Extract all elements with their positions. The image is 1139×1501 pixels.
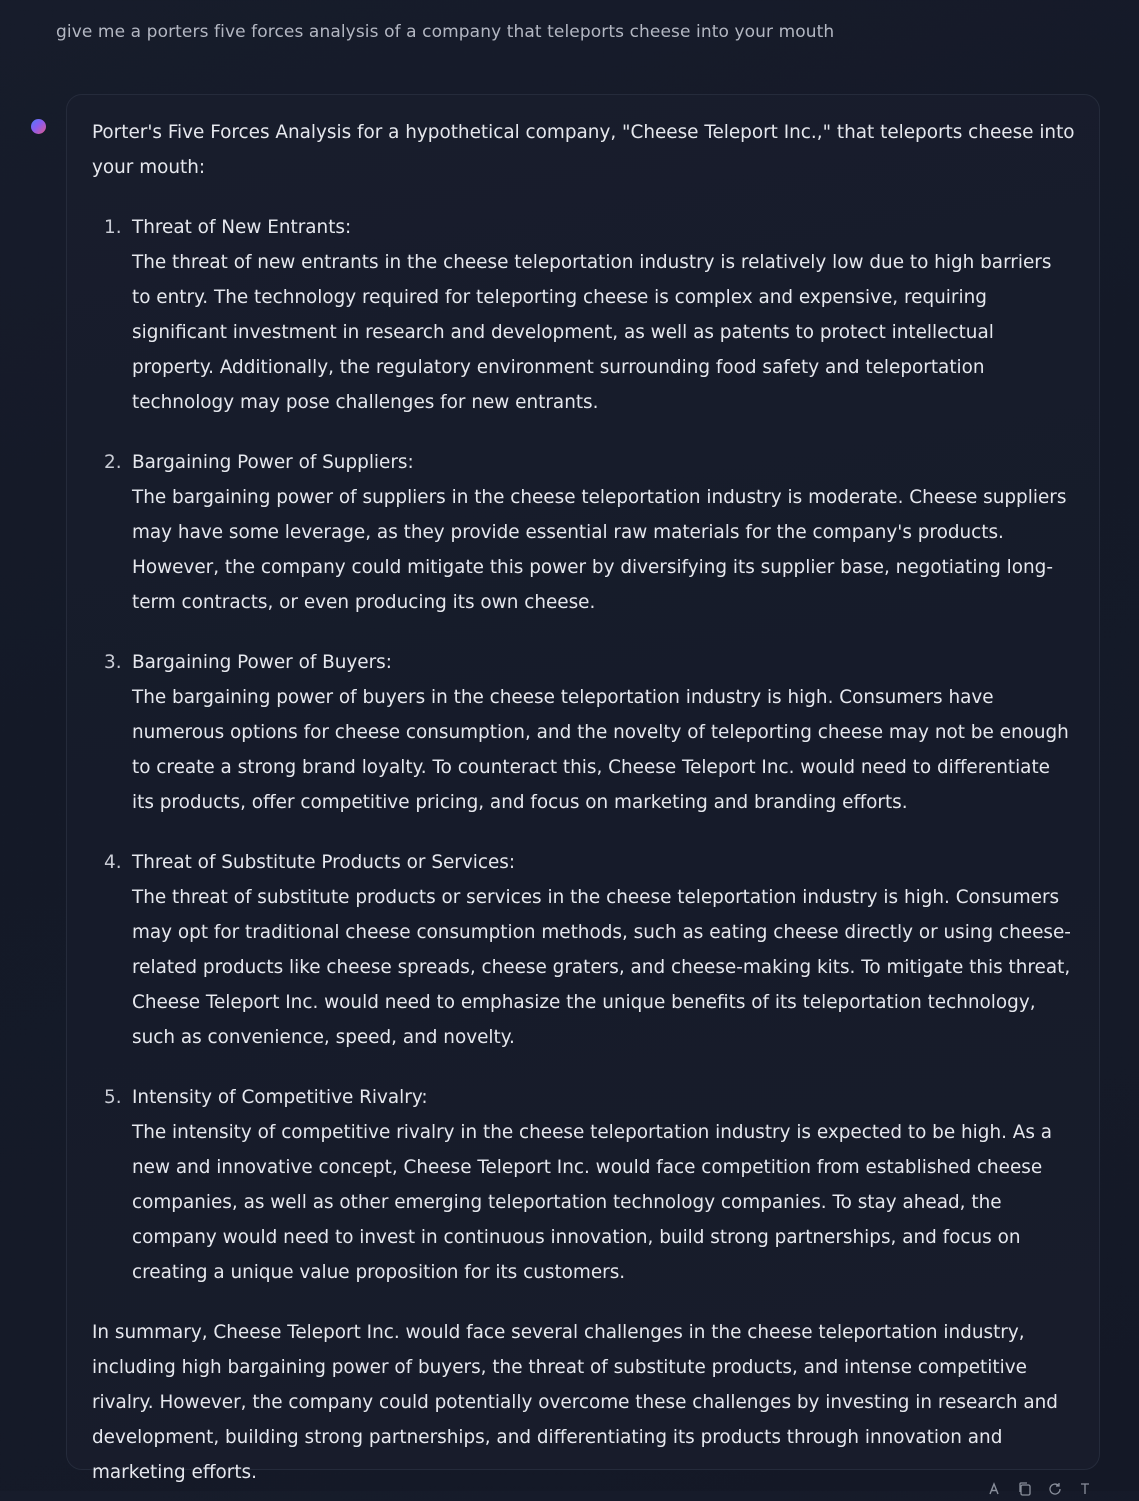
force-body: The bargaining power of buyers in the cheese teleportation industry is high. Consumers have numerous options for cheese consumption, and the novelty of teleporting cheese may not be enough to create a strong brand loyalty. To counteract this, Cheese Teleport Inc. would need to differentiate its products, offer competitive pricing, and focus on marketing and branding efforts. (132, 687, 1069, 813)
force-item (92, 210, 1075, 420)
text-size-icon[interactable] (987, 1481, 1003, 1497)
force-body: The threat of new entrants in the cheese teleportation industry is relatively low due to high barriers to entry. The technology required for teleporting cheese is complex and expensive, requiring significant investment in research and development, as well as patents to protect intellectual property. Additionally, the regulatory environment surrounding food safety and teleportation technology may pose challenges for new entrants. (132, 252, 1052, 413)
force-body: The intensity of competitive rivalry in the cheese teleportation industry is expected to be high. As a new and innovative concept, Cheese Teleport Inc. would face competition from established cheese companies, as well as other emerging teleportation technology companies. To stay ahead, the company would need to invest in continuous innovation, build strong partnerships, and focus on creating a unique value proposition for its customers. (132, 1122, 1053, 1283)
regenerate-icon[interactable] (1047, 1481, 1063, 1497)
forces-list (92, 210, 1075, 1290)
force-item (92, 645, 1075, 820)
force-number: 2. (104, 452, 122, 473)
force-item (92, 845, 1075, 1055)
response-action-bar (987, 1481, 1093, 1497)
copy-icon[interactable] (1017, 1481, 1033, 1497)
force-item (92, 445, 1075, 620)
response-intro: Porter's Five Forces Analysis for a hypothetical company, "Cheese Teleport Inc.," that teleports cheese into your mouth: (92, 122, 1075, 178)
force-body: The bargaining power of suppliers in the cheese teleportation industry is moderate. Cheese suppliers may have some leverage, as they provide essential raw materials for the company's products. However, the company could mitigate this power by diversifying its supplier base, negotiating long-term contracts, or even producing its own cheese. (132, 487, 1067, 613)
assistant-avatar-icon (31, 119, 46, 134)
force-title: Threat of Substitute Products or Services: (132, 852, 516, 873)
response-summary: In summary, Cheese Teleport Inc. would face several challenges in the cheese teleportation industry, including high bargaining power of buyers, the threat of substitute products, and intense competitive rivalry. However, the company could potentially overcome these challenges by investing in research and development, building strong partnerships, and differentiating its products through innovation and marketing efforts. (92, 1322, 1058, 1483)
force-title: Bargaining Power of Buyers: (132, 652, 392, 673)
force-number: 3. (104, 652, 122, 673)
response-content (92, 115, 1075, 1490)
force-number: 1. (104, 217, 122, 238)
force-item (92, 1080, 1075, 1290)
force-title: Threat of New Entrants: (132, 217, 352, 238)
assistant-response-card (66, 94, 1100, 1483)
more-icon[interactable] (1077, 1481, 1093, 1497)
force-title: Bargaining Power of Suppliers: (132, 452, 414, 473)
force-number: 5. (104, 1087, 122, 1108)
user-prompt: give me a porters five forces analysis of a company that teleports cheese into your mouth (56, 22, 835, 42)
force-title: Intensity of Competitive Rivalry: (132, 1087, 428, 1108)
force-body: The threat of substitute products or services in the cheese teleportation industry is high. Consumers may opt for traditional cheese consumption methods, such as eating cheese directly or using cheese-related products like cheese spreads, cheese graters, and cheese-making kits. To mitigate this threat, Cheese Teleport Inc. would need to emphasize the unique benefits of its teleportation technology, such as convenience, speed, and novelty. (132, 887, 1071, 1048)
force-number: 4. (104, 852, 122, 873)
